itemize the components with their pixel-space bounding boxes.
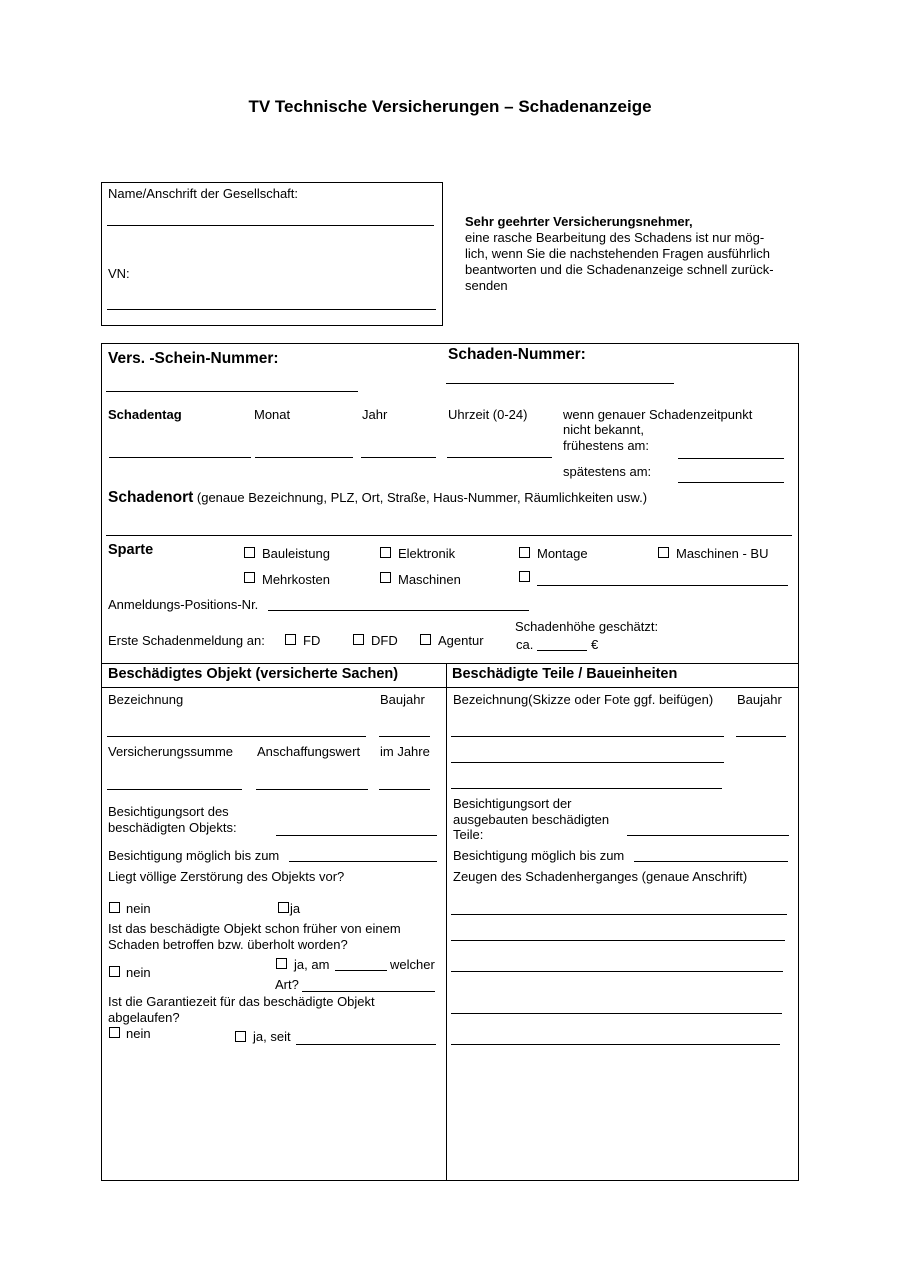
location-label-group <box>108 489 647 507</box>
time-field[interactable] <box>447 457 552 458</box>
latest-label: spätestens am: <box>563 464 652 479</box>
warranty-no-label: nein <box>126 1026 151 1041</box>
inspection-until-field[interactable] <box>289 861 437 862</box>
section-divider <box>101 687 799 688</box>
insured-sum-label: Versicherungssumme <box>108 744 233 759</box>
witness-field[interactable] <box>451 971 783 972</box>
first-report-label: Erste Schadenmeldung an: <box>108 633 265 648</box>
parts-inspection-until-label: Besichtigung möglich bis zum <box>453 848 625 863</box>
bauleistung-checkbox[interactable] <box>244 547 255 558</box>
sparte-label: Sparte <box>108 542 154 558</box>
right-section-title: Beschädigte Teile / Baueinheiten <box>452 666 678 682</box>
elektronik-label: Elektronik <box>398 546 456 561</box>
earliest-field[interactable] <box>678 458 784 459</box>
mehrkosten-checkbox[interactable] <box>244 572 255 583</box>
company-box <box>101 182 443 326</box>
page-title: TV Technische Versicherungen – Schadenanzeige <box>248 97 652 116</box>
inspection-place-label: Besichtigungsort des <box>108 804 229 819</box>
maschinen-bu-label: Maschinen - BU <box>676 546 769 561</box>
destroyed-question: Liegt völlige Zerstörung des Objekts vor? <box>108 869 345 884</box>
fd-label: FD <box>303 633 321 648</box>
location-field[interactable] <box>106 535 792 536</box>
year-label: Jahr <box>362 407 388 422</box>
earliest-label: frühestens am: <box>563 438 649 453</box>
unknown-note-line: nicht bekannt, <box>563 422 644 437</box>
prior-no-label: nein <box>126 965 151 980</box>
vn-label: VN: <box>108 266 130 281</box>
prior-date-field[interactable] <box>335 970 387 971</box>
unknown-note-line: wenn genauer Schadenzeitpunkt <box>563 407 753 422</box>
policy-number-field[interactable] <box>106 391 358 392</box>
location-label: Schadenort <box>108 489 194 506</box>
destroyed-no-label: nein <box>126 901 151 916</box>
prior-damage-question: Ist das beschädigte Objekt schon früher von einem <box>108 921 401 936</box>
witness-field[interactable] <box>451 940 785 941</box>
prior-yes-checkbox[interactable] <box>276 958 287 969</box>
estimate-field[interactable] <box>537 650 587 651</box>
dfd-checkbox[interactable] <box>353 634 364 645</box>
warranty-yes-checkbox[interactable] <box>235 1031 246 1042</box>
estimate-label: Schadenhöhe geschätzt: <box>515 619 659 634</box>
witnesses-label: Zeugen des Schadenherganges (genaue Anschrift) <box>453 869 748 884</box>
inspection-place-field[interactable] <box>276 835 437 836</box>
other-sparte-checkbox[interactable] <box>519 571 530 582</box>
insured-sum-field[interactable] <box>107 789 242 790</box>
warranty-question: abgelaufen? <box>108 1010 180 1025</box>
company-name-label: Name/Anschrift der Gesellschaft: <box>108 186 299 201</box>
prior-no-checkbox[interactable] <box>109 966 120 977</box>
object-build-year-field[interactable] <box>379 736 430 737</box>
destroyed-yes-checkbox[interactable] <box>278 902 289 913</box>
warranty-question: Ist die Garantiezeit für das beschädigte Objekt <box>108 994 375 1009</box>
company-name-field[interactable] <box>107 225 434 226</box>
warranty-no-checkbox[interactable] <box>109 1027 120 1038</box>
maschinen-checkbox[interactable] <box>380 572 391 583</box>
intro-line: beantworten und die Schadenanzeige schnell zurück- <box>465 262 774 277</box>
mehrkosten-label: Mehrkosten <box>262 572 330 587</box>
vn-field[interactable] <box>107 309 436 310</box>
intro-line: senden <box>465 278 508 293</box>
intro-line: eine rasche Bearbeitung des Schadens ist nur mög- <box>465 230 765 245</box>
claim-number-label: Schaden-Nummer: <box>448 346 586 363</box>
parts-inspection-place-label: Besichtigungsort der <box>453 796 572 811</box>
day-label: Schadentag <box>108 407 182 422</box>
parts-designation-field[interactable] <box>451 788 722 789</box>
in-year-field[interactable] <box>379 789 430 790</box>
agentur-label: Agentur <box>438 633 484 648</box>
witness-field[interactable] <box>451 1013 782 1014</box>
object-build-year-label: Baujahr <box>380 692 425 707</box>
purchase-value-label: Anschaffungswert <box>257 744 361 759</box>
in-year-label: im Jahre <box>380 744 430 759</box>
month-label: Monat <box>254 407 291 422</box>
left-section-title: Beschädigtes Objekt (versicherte Sachen) <box>108 666 399 682</box>
claim-number-field[interactable] <box>446 383 674 384</box>
euro-sign: € <box>591 637 599 652</box>
time-label: Uhrzeit (0-24) <box>448 407 528 422</box>
position-number-field[interactable] <box>268 610 529 611</box>
parts-build-year-field[interactable] <box>736 736 786 737</box>
object-designation-field[interactable] <box>107 736 366 737</box>
bauleistung-label: Bauleistung <box>262 546 330 561</box>
warranty-yes-label: ja, seit <box>253 1029 291 1044</box>
location-hint: (genaue Bezeichnung, PLZ, Ort, Straße, Haus-Nummer, Räumlichkeiten usw.) <box>196 490 648 505</box>
prior-which-label: welcher <box>390 957 435 972</box>
section-divider <box>101 663 799 664</box>
position-number-label: Anmeldungs-Positions-Nr. <box>108 597 259 612</box>
estimate-prefix: ca. <box>516 637 534 652</box>
parts-designation-label: Bezeichnung(Skizze oder Fote ggf. beifügen) <box>453 692 714 707</box>
inspection-place-label: beschädigten Objekts: <box>108 820 237 835</box>
other-sparte-field[interactable] <box>537 585 788 586</box>
prior-yes-label: ja, am <box>294 957 330 972</box>
inspection-until-label: Besichtigung möglich bis zum <box>108 848 280 863</box>
object-designation-label: Bezeichnung <box>108 692 184 707</box>
parts-inspection-until-field[interactable] <box>634 861 788 862</box>
parts-inspection-place-label: ausgebauten beschädigten <box>453 812 610 827</box>
policy-number-label: Vers. -Schein-Nummer: <box>108 350 279 367</box>
elektronik-checkbox[interactable] <box>380 547 391 558</box>
agentur-checkbox[interactable] <box>420 634 431 645</box>
parts-build-year-label: Baujahr <box>737 692 782 707</box>
witness-field[interactable] <box>451 1044 780 1045</box>
warranty-since-field[interactable] <box>296 1044 436 1045</box>
parts-inspection-place-label: Teile: <box>453 827 484 842</box>
montage-label: Montage <box>537 546 588 561</box>
dfd-label: DFD <box>371 633 398 648</box>
intro-line: lich, wenn Sie die nachstehenden Fragen ausführlich <box>465 246 770 261</box>
fd-checkbox[interactable] <box>285 634 296 645</box>
destroyed-no-checkbox[interactable] <box>109 902 120 913</box>
latest-field[interactable] <box>678 482 784 483</box>
montage-checkbox[interactable] <box>519 547 530 558</box>
parts-designation-field[interactable] <box>451 736 724 737</box>
year-field[interactable] <box>361 457 436 458</box>
parts-inspection-place-field[interactable] <box>627 835 789 836</box>
column-divider <box>446 663 447 1181</box>
intro-greeting: Sehr geehrter Versicherungsnehmer, <box>465 214 693 229</box>
parts-designation-field[interactable] <box>451 762 724 763</box>
prior-kind-field[interactable] <box>302 991 435 992</box>
maschinen-label: Maschinen <box>398 572 461 587</box>
month-field[interactable] <box>255 457 353 458</box>
witness-field[interactable] <box>451 914 787 915</box>
destroyed-yes-label: ja <box>290 901 301 916</box>
purchase-value-field[interactable] <box>256 789 368 790</box>
day-field[interactable] <box>109 457 251 458</box>
maschinen-bu-checkbox[interactable] <box>658 547 669 558</box>
prior-kind-label: Art? <box>275 977 299 992</box>
prior-damage-question: Schaden betroffen bzw. überholt worden? <box>108 937 348 952</box>
